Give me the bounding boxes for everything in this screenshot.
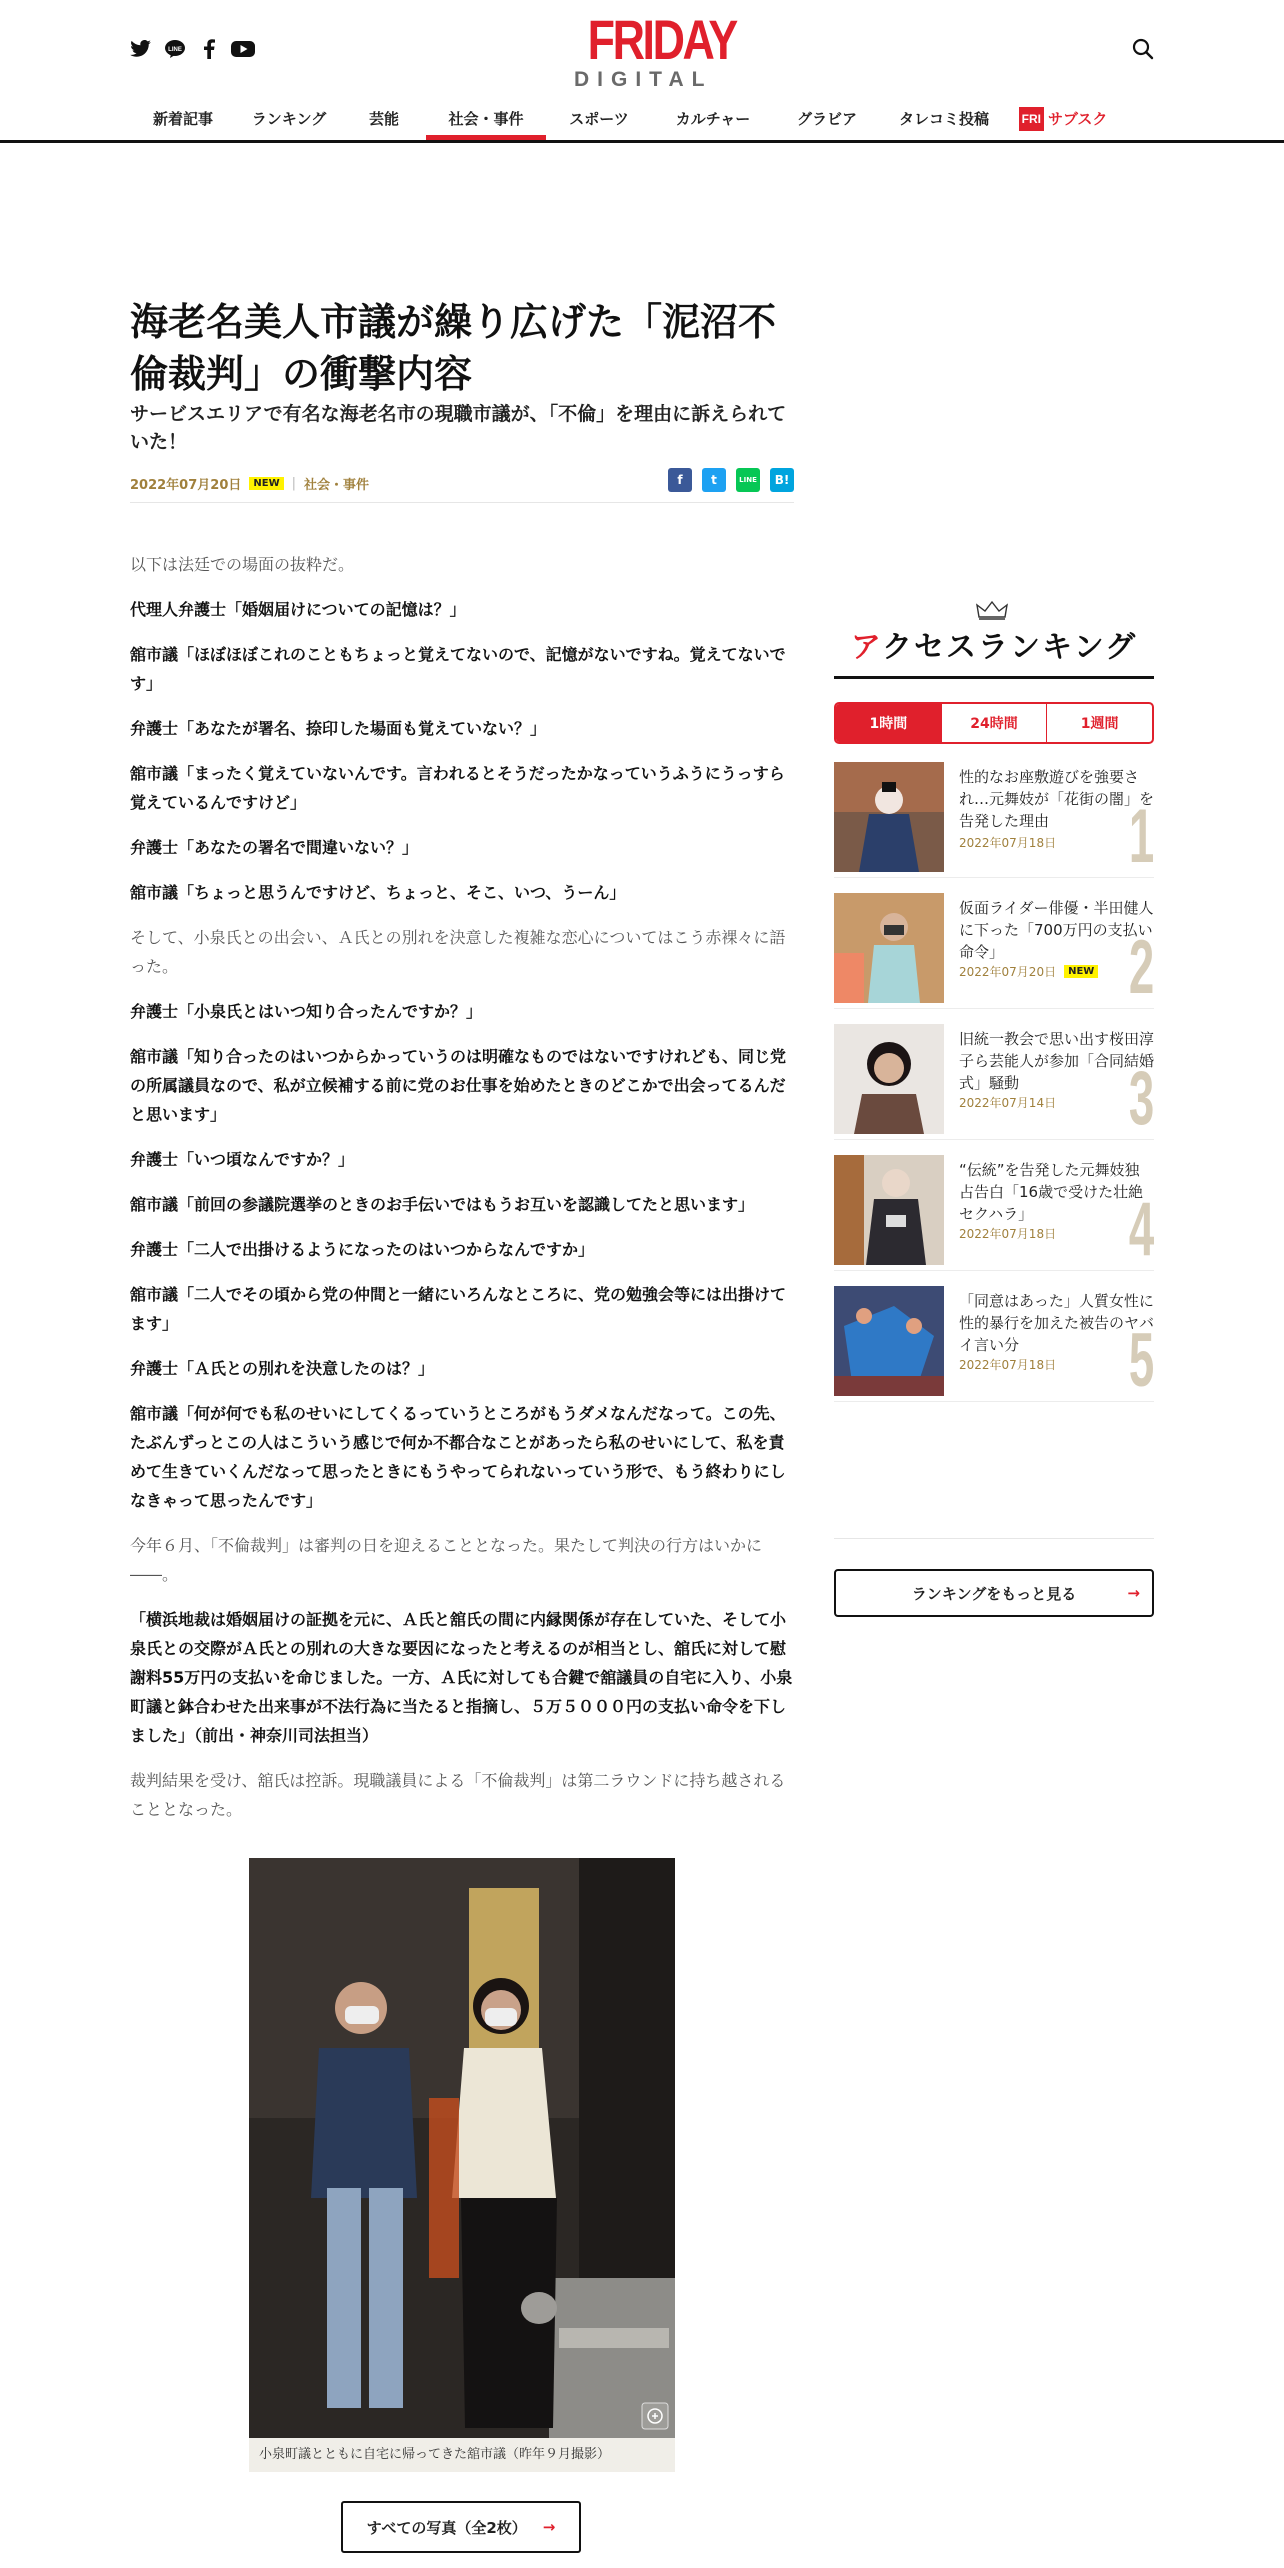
ranking-item-title[interactable]: 性的なお座敷遊びを強要され…元舞妓が「花街の闇」を告発した理由 (959, 768, 1155, 830)
article-category[interactable]: 社会・事件 (304, 478, 370, 493)
hatena-share-icon[interactable]: B! (770, 468, 794, 492)
photo-image[interactable] (249, 1858, 675, 2438)
new-badge: NEW (249, 477, 283, 490)
ranking-thumbnail[interactable] (834, 1024, 944, 1134)
paragraph: 裁判結果を受け、舘氏は控訴。現職議員による「不倫裁判」は第二ラウンドに持ち越されることとなった。 (130, 1771, 786, 1819)
paragraph: 弁護士「あなたの署名で間違いない？」 (130, 838, 419, 857)
paragraph: 弁護士「いつ頃なんですか？」 (130, 1150, 355, 1169)
article-body (130, 550, 794, 1840)
arrow-right-icon: → (542, 2518, 556, 2536)
article-photo[interactable] (249, 1858, 675, 2472)
nav-item-sports[interactable]: スポーツ (569, 110, 629, 128)
ranking-item-date (959, 963, 1098, 980)
ranking-item-date: 2022年07月18日 (959, 1227, 1057, 1241)
paragraph: 代理人弁護士「婚姻届けについての記憶は？」 (130, 600, 466, 619)
rank-number: 3 (1128, 1056, 1154, 1141)
paragraph: 弁護士「二人で出掛けるようになったのはいつからなんですか」 (130, 1240, 595, 1259)
paragraph: 舘市議「知り合ったのはいつからかっていうのは明確なものではないですけれども、同じ党の所属議員なので、私が立候補する前に党のお仕事を始めたときのどこかで出会ってるんだと思います」 (130, 1047, 787, 1124)
ranking-thumbnail[interactable] (834, 1155, 944, 1265)
svg-text:LINE: LINE (168, 47, 182, 53)
ranking-divider (834, 676, 1154, 679)
rank-number: 2 (1128, 925, 1154, 1010)
crown-icon (976, 600, 1008, 624)
ranking-item-title[interactable]: 旧統一教会で思い出す桜田淳子ら芸能人が参加「合同結婚式」騒動 (959, 1030, 1155, 1092)
article-date: 2022年07月20日 (130, 478, 242, 493)
logo-digital: DIGITAL (574, 68, 713, 91)
ranking-item-date: 2022年07月18日 (959, 1358, 1057, 1372)
paragraph: 弁護士「Ａ氏との別れを決意したのは？」 (130, 1359, 435, 1378)
ranking-item[interactable] (834, 1280, 1154, 1402)
ranking-tabs (834, 702, 1154, 744)
twitter-icon[interactable] (129, 37, 153, 61)
paragraph: 今年６月、「不倫裁判」は審判の日を迎えることとなった。果たして判決の行方はいかに――。 (130, 1536, 763, 1584)
ranking-item[interactable] (834, 1018, 1154, 1140)
tab-24-hours[interactable]: 24時間 (941, 704, 1047, 742)
nav-item-subscription[interactable] (1008, 104, 1118, 140)
tab-1-week[interactable]: 1週間 (1046, 704, 1152, 742)
paragraph: 以下は法廷での場面の抜粋だ。 (130, 555, 355, 574)
share-buttons (668, 468, 794, 492)
fri-badge: FRI (1019, 107, 1044, 131)
photo-caption: 小泉町議とともに自宅に帰ってきた舘市議（昨年９月撮影） (249, 2438, 675, 2472)
ranking-item[interactable] (834, 887, 1154, 1009)
nav-item-culture[interactable]: カルチャー (675, 110, 751, 128)
nav-item-new[interactable]: 新着記事 (152, 110, 213, 128)
paragraph: 「横浜地裁は婚姻届けの証拠を元に、Ａ氏と舘氏の間に内縁関係が存在していた、そして小泉氏との交際がＡ氏との別れの大きな要因になったと考えるのが相当とし、舘氏に対して慰謝料55万円の支払いを命じました。一方、Ａ氏に対しても合鍵で舘議員の自宅に入り、小泉町議と鉢合わせた出来事が不法行為に当たると指摘し、５万５０００円の支払い命令を下しました」（前出・神奈川司法担当） (130, 1610, 793, 1745)
arrow-right-icon: → (1127, 1584, 1140, 1602)
article-meta (130, 474, 369, 493)
paragraph: 舘市議「ほぼほぼこれのこともちょっと覚えてないので、記憶がないですね。覚えてないです」 (130, 645, 786, 693)
more-ranking-label: ランキングをもっと見る (911, 1584, 1077, 1603)
nav-item-gravure[interactable]: グラビア (796, 110, 857, 128)
youtube-icon[interactable] (231, 37, 255, 61)
paragraph: 弁護士「小泉氏とはいつ知り合ったんですか？」 (130, 1002, 483, 1021)
ranking-item[interactable] (834, 756, 1154, 878)
logo-friday: FRIDAY (587, 8, 736, 71)
paragraph: 舘市議「ちょっと思うんですけど、ちょっと、そこ、いつ、うーん」 (130, 883, 626, 902)
all-photos-label: すべての写真（全2枚） (366, 2518, 527, 2537)
rank-number: 4 (1128, 1187, 1154, 1272)
tab-1-hour[interactable]: 1時間 (836, 704, 941, 742)
subscription-label: サブスク (1047, 110, 1108, 128)
paragraph: そして、小泉氏との出会い、Ａ氏との別れを決意した複雑な恋心についてはこう赤裸々に語った。 (130, 928, 786, 976)
meta-divider (130, 502, 794, 503)
line-share-icon[interactable]: LINE (736, 468, 760, 492)
ranking-item-title[interactable]: 「同意はあった」人質女性に性的暴行を加えた被告のヤバイ言い分 (959, 1292, 1155, 1354)
rank-number: 5 (1128, 1318, 1154, 1403)
sidebar-divider (834, 1538, 1154, 1539)
twitter-share-icon[interactable]: t (702, 468, 726, 492)
site-header (0, 0, 1284, 142)
paragraph: 舘市議「何が何でも私のせいにしてくるっていうところがもうダメなんだなって。この先、たぶんずっとこの人はこういう感じで何か不都合なことがあったら私のせいにして、私を責めて生きていくんだなって思ったときにもうやってられないっていう形で、もう終わりにしなきゃって思ったんです」 (130, 1404, 786, 1510)
paragraph: 舘市議「まったく覚えていないんです。言われるとそうだったかなっていうふうにうっすら覚えているんですけど」 (130, 764, 785, 812)
nav-item-ranking[interactable]: ランキング (251, 110, 327, 128)
header-divider (0, 140, 1284, 143)
paragraph: 弁護士「あなたが署名、捺印した場面も覚えていない？」 (130, 719, 547, 738)
facebook-icon[interactable] (197, 37, 221, 61)
article-subtitle: サービスエリアで有名な海老名市の現職市議が、「不倫」を理由に訴えられていた！ (130, 403, 787, 453)
ranking-title-rest: クセスランキング (882, 630, 1138, 665)
ranking-thumbnail[interactable] (834, 893, 944, 1003)
nav-item-tip-submission[interactable]: タレコミ投稿 (898, 110, 989, 128)
ranking-title-first: ア (850, 630, 882, 665)
ranking-item-title[interactable]: “伝統”を告発した元舞妓独占告白「16歳で受けた壮絶セクハラ」 (959, 1161, 1144, 1223)
paragraph: 舘市議「前回の参議院選挙のときのお手伝いではもうお互いを認識してたと思います」 (130, 1195, 755, 1214)
ranking-item-date: 2022年07月18日 (959, 836, 1057, 850)
nav-item-entertainment[interactable]: 芸能 (368, 110, 399, 128)
ranking-title (834, 622, 1154, 666)
site-logo[interactable] (574, 8, 736, 91)
main-nav (130, 104, 1118, 140)
nav-item-society[interactable]: 社会・事件 (426, 104, 546, 140)
search-icon[interactable] (1131, 37, 1155, 65)
ranking-item-date-text: 2022年07月20日 (959, 965, 1057, 979)
article-title: 海老名美人市議が繰り広げた「泥沼不倫裁判」の衝撃内容 (130, 300, 777, 396)
ranking-thumbnail[interactable] (834, 1286, 944, 1396)
ranking-item[interactable] (834, 1149, 1154, 1271)
facebook-share-icon[interactable]: f (668, 468, 692, 492)
ranking-thumbnail[interactable] (834, 762, 944, 872)
paragraph: 舘市議「二人でその頃から党の仲間と一緒にいろんなところに、党の勉強会等には出掛けてます」 (130, 1285, 787, 1333)
ranking-item-title[interactable]: 仮面ライダー俳優・半田健人に下った「700万円の支払い命令」 (959, 899, 1154, 961)
more-ranking-button[interactable] (834, 1569, 1154, 1617)
line-icon[interactable] (163, 37, 187, 61)
ranking-item-date: 2022年07月14日 (959, 1096, 1057, 1110)
meta-separator: | (291, 476, 296, 491)
new-badge: NEW (1064, 965, 1098, 978)
all-photos-button[interactable] (341, 2501, 581, 2553)
rank-number: 1 (1128, 794, 1154, 879)
